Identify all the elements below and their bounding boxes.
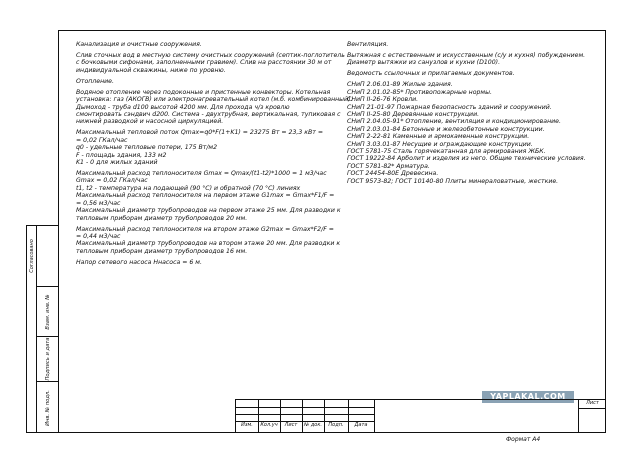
left-text-column [76,41,352,266]
stamp-col-podp: Подп. [328,422,344,428]
sheet-box-line [579,408,606,409]
podpis-data-label: Подпись и дата [44,337,51,381]
stamp-row-line [236,407,374,408]
text-line: ГОСТ 24454-80Е Древесина. [347,170,439,178]
text-line: K1 - 0 для жилых зданий [76,159,158,167]
text-line: = 0,02 ГКал/час [76,136,128,144]
text-line: Напор сетевого насоса Hнасоса = 6 м. [76,258,202,266]
stamp-col-data: Дата [354,422,368,428]
approval-strip [26,225,36,433]
vzam-inv-label: Взам. инв. № [44,293,51,330]
text-line: СНиП II-25-80 Деревянные конструкции. [347,111,480,119]
sheet-number-box [578,399,606,433]
title-stamp [235,399,606,433]
text-line: СНиП 2.04.05-91* Отопление, вентиляция и кондиционирование. [347,118,561,126]
text-line: = 0,56 м3/час [76,199,121,207]
stamp-col-kol: Кол.уч [260,422,278,428]
text-line: СНиП 3.03.01-87 Несущие и ограждающие конструкции. [347,140,533,148]
text-line: СНиП 2.01.02-85* Противопожарные нормы. [347,88,492,96]
text-line: ГОСТ 5781-75 Сталь горячекатанная для армирования ЖБК. [347,148,546,156]
cell-vzam-inv [37,286,58,336]
text-line: Вентиляция. [347,41,389,48]
text-line: ГОСТ 19222-84 Арболит и изделия из него. Общие технические условия. [347,155,586,163]
text-line: Максимальный расход теплоносителя Gmax = Qmax/(t1-t2)*1000 = 1 м3/час [76,170,327,178]
text-line: Максимальный диаметр трубопроводов на первом этаже 25 мм. Для разводки к [76,207,341,215]
approval-label: Согласовано [28,239,35,273]
sheet-label: Лист [586,400,599,406]
text-line: ГОСТ 9573-82; ГОСТ 10140-80 Плиты минераловатные, жесткие. [347,177,559,185]
text-line: установка: газ (АКОГВ) или электронагревательный котел (м.б. комбинированный). [76,96,353,104]
right-text-column [347,41,586,185]
stamp-col-doc: № док. [304,422,322,428]
text-line: СНиП 2.06.01-89 Жилые здания. [347,81,453,89]
text-line: F - площадь здания, 133 м2 [76,151,167,159]
inv-podl-label: Инв. № подл. [44,389,51,426]
text-line: смонтировать сэндвич d200. Система - двухтрубная, вертикальная, тупиковая с [76,111,341,119]
stamp-col-list: Лист [284,422,298,428]
stamp-col-izm: Изм. [241,422,253,428]
text-line: Ведомость ссылочных и прилагаемых документов. [347,70,515,78]
text-line: СНиП 2.03.01-84 Бетонные и железобетонные конструкции. [347,125,545,133]
cell-inv-podl [37,381,58,433]
text-line: нижней разводкой и насосной циркуляцией. [76,118,224,126]
cell-podpis-data [37,336,58,381]
stamp-col-line [280,400,281,433]
text-line: Максимальный тепловой поток Qmax=q0*F(1+K1) = 23275 Вт = 23,3 кВт = [76,129,324,137]
text-line: Вытяжная с естественным и искусственным (с/у и кухня) побуждением. [347,52,586,59]
text-line: Максимальный расход теплоносителя на первом этаже G1max = Gmax*F1/F = [76,192,335,200]
text-line: ГОСТ 5781-82* Арматура. [347,162,430,170]
text-line: СНиП 2-22-81 Каменные и армокаменные конструкции. [347,133,530,141]
text-line: Диаметр вытяжки из санузлов и кухни (D100). [347,59,501,67]
format-label: Формат А4 [506,436,541,443]
text-line: Gmax = 0,02 ГКал/час [76,177,148,185]
text-line: СНиП II-26-76 Кровли. [347,96,419,104]
text-line: = 0,44 м3/час [76,232,121,240]
text-line: Максимальный диаметр трубопроводов на втором этаже 20 мм. Для разводки к [76,240,341,248]
text-line: Дымоход - труба d100 высотой 4200 мм. Для прохода ч/з кровлю [76,103,290,111]
left-stamp-strip [36,225,58,433]
text-line: Водяное отопление через подоконные и пристенные конвекторы. Котельная [76,88,331,96]
text-line: t1, t2 - температура на подающей (90 °С) и обратной (70 °С) линиях [76,184,301,192]
text-line: Канализация и очистные сооружения. [76,41,202,48]
text-line: Максимальный расход теплоносителя на втором этаже G2max = Gmax*F2/F = [76,225,334,233]
text-line: Слив сточных вод в местную систему очистных сооружений (септик-поглотитель [76,52,345,59]
stamp-row-line [236,414,374,415]
text-line: Отопление. [76,77,114,85]
stamp-col-line [302,400,303,433]
text-line: тепловым приборам диаметр трубопроводов 20 мм. [76,214,248,222]
text-line: тепловым приборам диаметр трубопроводов 16 мм. [76,247,248,255]
stamp-col-line [258,400,259,433]
text-line: СНиП 21-01-97 Пожарная безопасность зданий и сооружений. [347,103,552,111]
text-line: с бочковыми сифонами, заполненными гравием). Слив на расстоянии 30 м от [76,59,332,67]
text-line: q0 - удельные тепловые потери, 175 Вт/м2 [76,144,218,152]
stamp-col-line [324,400,325,433]
stamp-col-line [374,400,375,433]
stamp-col-line [348,400,349,433]
watermark: YAPLAKAL.COM [482,391,574,403]
text-line: индивидуальной скважины, ниже по уровню. [76,66,226,74]
